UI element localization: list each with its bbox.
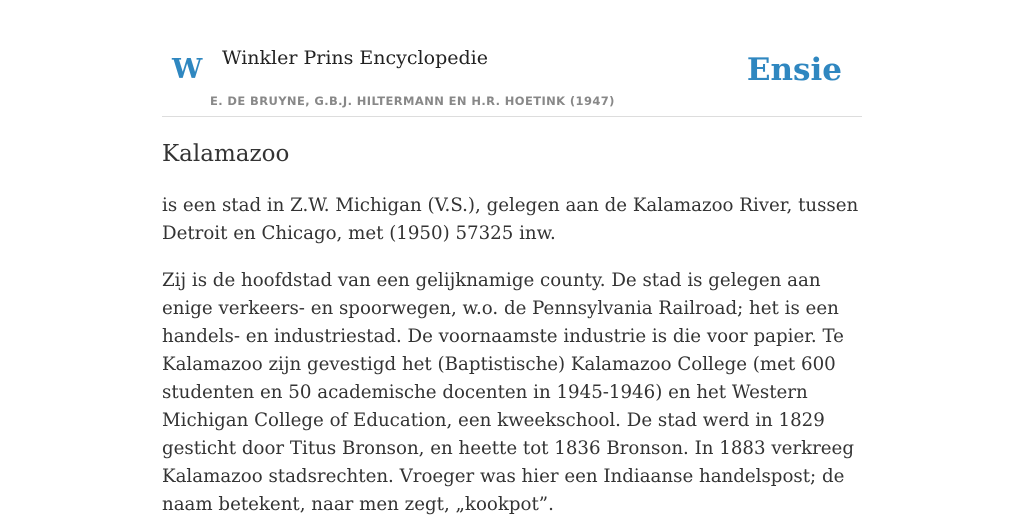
article: [162, 136, 862, 519]
source-title[interactable]: Winkler Prins Encyclopedie: [222, 47, 488, 69]
encyclopedia-logo[interactable]: W: [172, 54, 203, 85]
article-paragraph-1: is een stad in Z.W. Michigan (V.S.), gelegen aan de Kalamazoo River, tussen Detroit en Chicago, met (1950) 57325 inw.: [162, 195, 859, 244]
article-paragraph-2: Zij is de hoofdstad van een gelijknamige county. De stad is gelegen aan enige verkeers- en spoorwegen, w.o. de Pennsylvania Railroad; het is een handels- en industriestad. De voornaamste industrie is die voor papier. Te Kalamazoo zijn gevestigd het (Baptistische) Kalamazoo College (met 600 studenten en 50 academische docenten in 1945-1946) en het Western Michigan College of Education, een kweekschool. De stad werd in 1829 gesticht door Titus Bronson, en heette tot 1836 Bronson. In 1883 verkreeg Kalamazoo stadsrechten. Vroeger was hier een Indiaanse handelspost; de naam betekent, naar men zegt, „kookpot”.: [162, 270, 854, 515]
article-title: Kalamazoo: [162, 141, 290, 167]
source-authors: E. DE BRUYNE, G.B.J. HILTERMANN EN H.R. HOETINK (1947): [210, 94, 615, 108]
page-header: [162, 0, 862, 117]
brand-logo[interactable]: Ensie: [746, 52, 842, 88]
